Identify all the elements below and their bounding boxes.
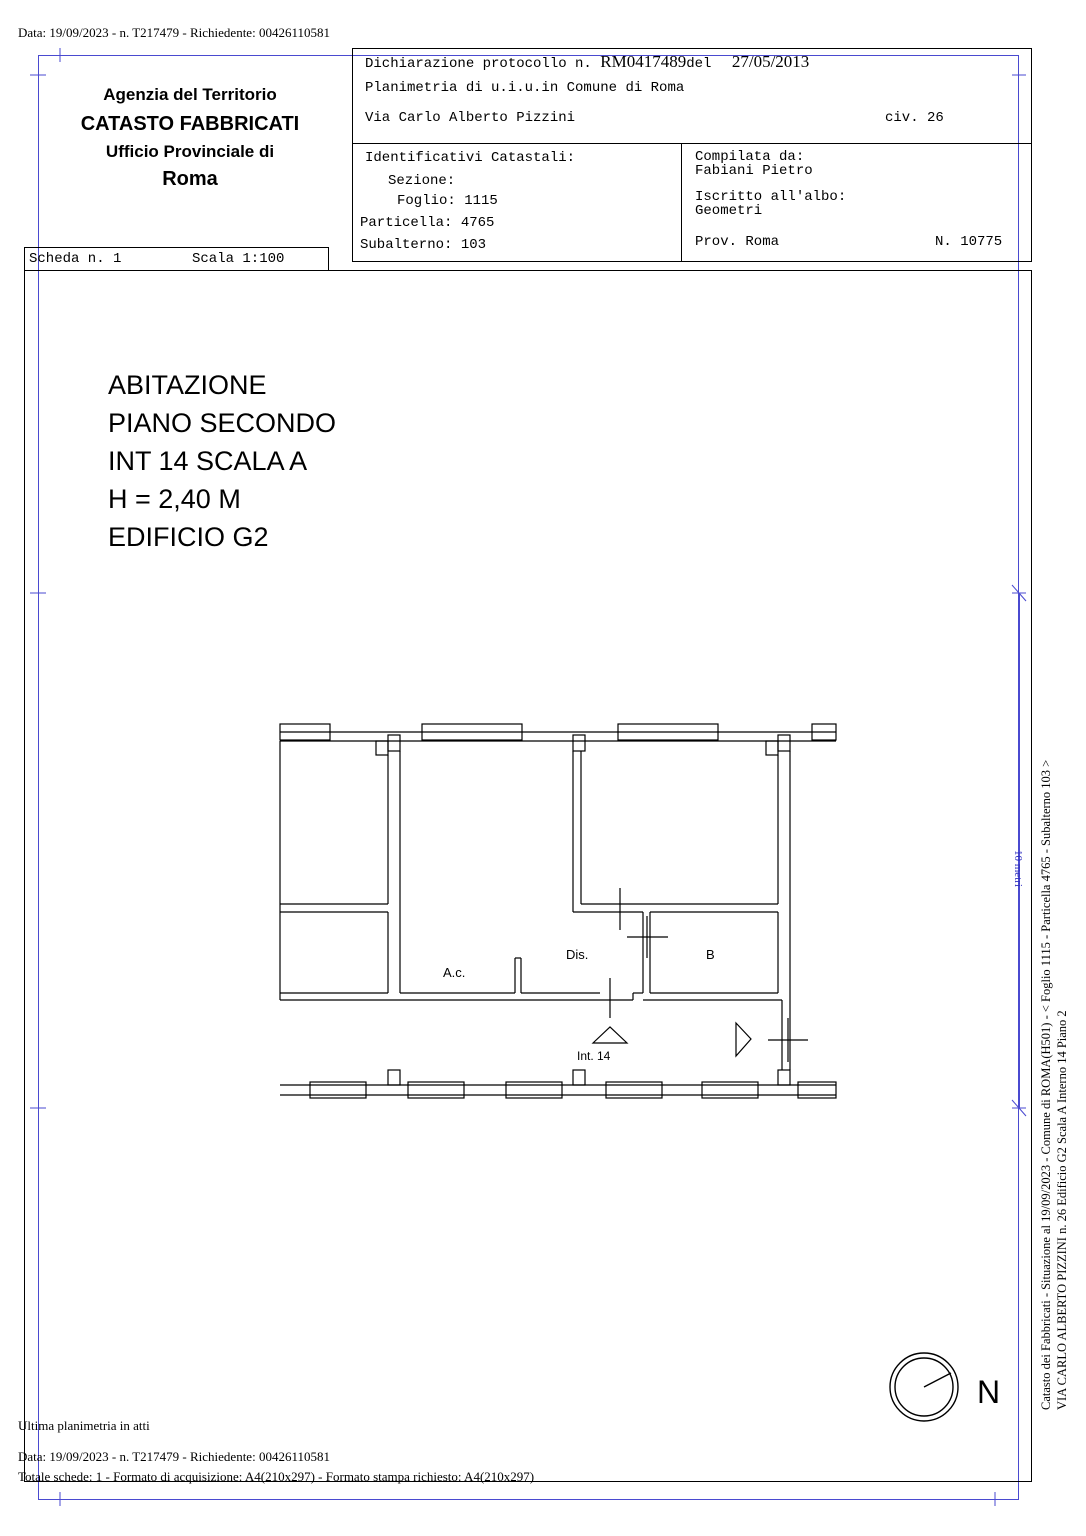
ufficio-label: Ufficio Provinciale di [105, 142, 275, 161]
compilata-name: Fabiani Pietro [695, 163, 813, 179]
albo-label: Iscritto all'albo: [695, 189, 847, 205]
ufficio-city: Roma [162, 168, 218, 190]
description-line: INT 14 SCALA A [108, 446, 308, 476]
totale-schede: Totale schede: 1 - Formato di acquisizione: A4(210x297) - Formato stampa richiesto: A4(210x297) [18, 1469, 535, 1484]
entrance-label: Int. 14 [577, 1049, 611, 1063]
north-compass-icon [890, 1353, 958, 1421]
protocol-number: RM0417489 [600, 52, 687, 71]
sezione: Sezione: [388, 173, 456, 189]
side-caption-line: Catasto dei Fabbricati - Situazione al 19/09/2023 - Comune di ROMA(H501) - < Foglio 1115 - Particella 4765 - Subalterno 103 > [1039, 759, 1053, 1410]
description-line: EDIFICIO G2 [108, 522, 269, 552]
side-caption [1038, 760, 1070, 1410]
description-line: ABITAZIONE [108, 370, 267, 400]
compilata-label: Compilata da: [695, 149, 805, 165]
subalterno: Subalterno: 103 [360, 237, 487, 253]
document-meta-top: Data: 19/09/2023 - n. T217479 - Richiedente: 00426110581 [18, 25, 330, 40]
protocol-label: Dichiarazione protocollo n. [365, 56, 592, 72]
particella: Particella: 4765 [360, 215, 495, 231]
albo-value: Geometri [695, 203, 763, 219]
room-label-ac: A.c. [443, 965, 466, 980]
identificativi-title: Identificativi Catastali: [365, 150, 576, 166]
agency-name: Agenzia del Territorio [103, 85, 277, 104]
scale-bar-label: 10 metri [1012, 850, 1024, 887]
side-caption-line: VIA CARLO ALBERTO PIZZINI n. 26 Edificio G2 Scala A Interno 14 Piano 2 [1055, 1010, 1069, 1410]
catasto-title: CATASTO FABBRICATI [80, 113, 300, 135]
street-line: Via Carlo Alberto Pizzini [365, 110, 576, 126]
description-line: H = 2,40 M [108, 484, 241, 514]
albo-number: N. 10775 [935, 234, 1003, 250]
planimetria-line: Planimetria di u.i.u.in Comune di Roma [365, 80, 685, 96]
north-label: N [977, 1374, 1001, 1410]
foglio: Foglio: 1115 [397, 193, 498, 209]
civico: civ. 26 [885, 110, 944, 126]
provincia: Prov. Roma [695, 234, 780, 250]
room-label-b: B [706, 947, 715, 962]
description-line: PIANO SECONDO [108, 408, 337, 438]
scala: Scala 1:100 [192, 251, 285, 267]
room-label-dis: Dis. [566, 947, 589, 962]
ultima-planimetria: Ultima planimetria in atti [18, 1418, 150, 1433]
protocol-del: del [686, 56, 712, 72]
protocol-date: 27/05/2013 [731, 52, 810, 71]
document-meta-bottom: Data: 19/09/2023 - n. T217479 - Richiedente: 00426110581 [18, 1449, 330, 1464]
scheda-number: Scheda n. 1 [29, 251, 122, 267]
